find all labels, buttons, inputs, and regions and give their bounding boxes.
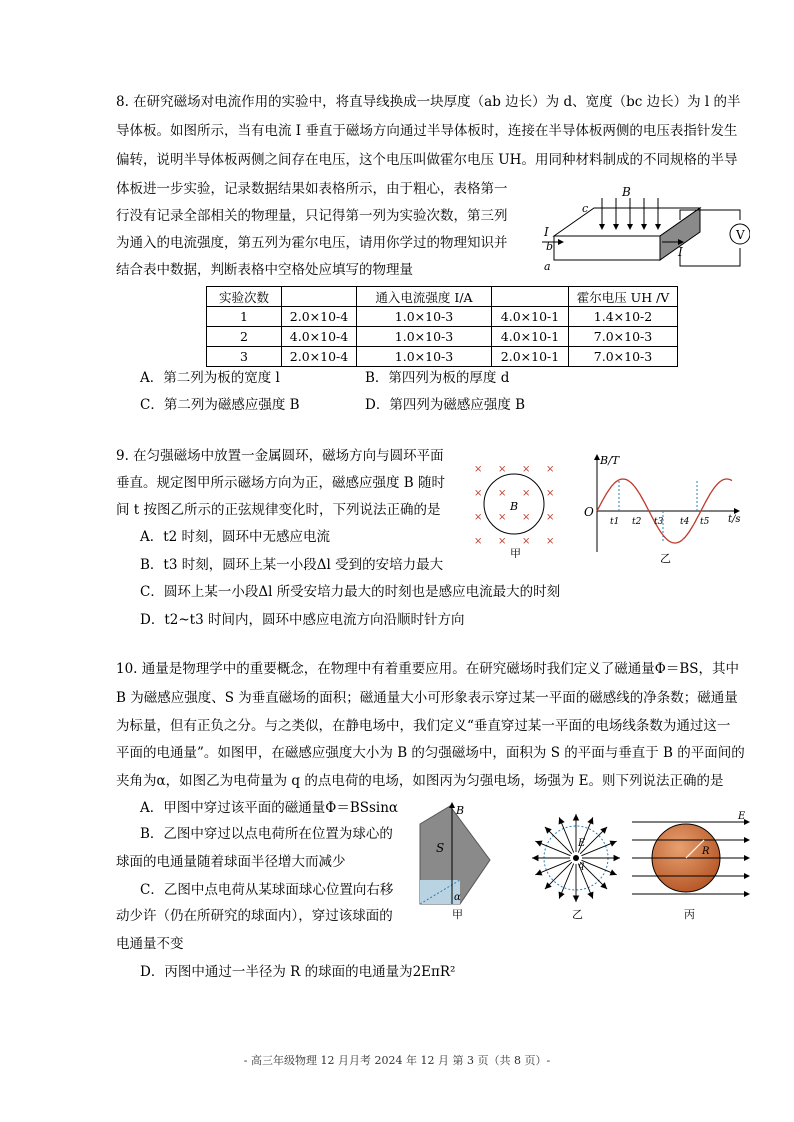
field-arrowhead [588,818,593,824]
q8-option-c[interactable]: C．第二列为磁感应强度 B [140,397,300,413]
field-arrowhead [559,892,564,898]
field-arrowhead [533,856,538,861]
field-arrowhead [588,892,593,898]
svg-text:×: × [522,464,531,475]
table-header-cell: 霍尔电压 UH /V [569,287,678,307]
q9-line-1: 9. 在匀强磁场中放置一金属圆环，磁场方向与圆环平面 [116,448,444,464]
q10-option-c-line-3: 电通量不变 [116,936,184,952]
q10-bing-E: E [738,811,746,822]
q9-line-3: 间 t 按图乙所示的正弦规律变化时，下列说法正确的是 [116,502,441,518]
table-header-cell: 通入电流强度 I/A [357,287,492,307]
svg-text:×: × [522,536,531,547]
table-cell: 2.0×10-4 [282,347,357,367]
q10-fig-jia [414,800,498,922]
table-cell: 2 [207,327,282,347]
q8-line-4: 体板进一步实验，记录数据结果如表格所示，由于粗心，表格第一 [116,181,508,197]
q9-tick-t1: t1 [610,517,620,527]
q10-option-d[interactable]: D．丙图中通过一半径为 R 的球面的电通量为2EπR² [140,964,456,980]
q8-label-B: B [622,185,631,199]
q9-tick-t5: t5 [700,517,710,527]
q10-bing-R: R [702,846,710,857]
table-row [207,327,678,347]
q10-yi-E: E [578,838,586,849]
q10-option-b-line-2: 球面的电通量随着球面半径增大而减少 [116,854,346,870]
q9-tick-t2: t2 [632,517,642,527]
q9-ring-figure [466,458,570,558]
table-cell: 1.0×10-3 [357,347,492,367]
field-arrowhead [536,870,542,875]
table-header-cell: 实验次数 [207,287,282,307]
table-cell: 1.0×10-3 [357,307,492,327]
table-cell: 7.0×10-3 [569,347,678,367]
table-cell: 2.0×10-1 [492,347,569,367]
q10-line-1: 10. 通量是物理学中的重要概念，在物理中有着重要应用。在研究磁场时我们定义了磁通量Φ＝BS，其中 [116,661,739,677]
q8-data-table [206,286,678,367]
q9-origin-label: O [584,505,594,519]
q9-line-2: 垂直。规定图甲所示磁场方向为正，磁感应强度 B 随时 [116,475,446,491]
q10-fig-yi-caption: 乙 [572,908,583,921]
q8-label-c: c [582,202,589,215]
q8-hall-plate-figure [540,184,750,274]
table-cell: 2.0×10-4 [282,307,357,327]
q10-option-a[interactable]: A．甲图中穿过该平面的磁通量Φ＝BSsinα [140,800,399,816]
svg-text:×: × [498,536,507,547]
svg-text:×: × [546,512,555,523]
q8-line-5: 行没有记录全部相关的物理量，只记得第一列为实验次数，第三列 [116,208,508,224]
field-arrowhead [610,870,616,875]
table-cell: 4.0×10-1 [492,307,569,327]
table-row [207,347,678,367]
q9-fig-yi-caption: 乙 [660,552,671,565]
field-arrowhead [610,841,616,846]
q9-ring-B-label: B [510,500,519,513]
q9-fig-jia-caption: 甲 [510,547,521,558]
table-cell: 7.0×10-3 [569,327,678,347]
svg-text:×: × [474,536,483,547]
table-cell: 1 [207,307,282,327]
q9-x-label: t/s [728,514,741,525]
q10-fig-bing-caption: 丙 [684,908,695,921]
q8-option-d[interactable]: D．第四列为磁感应强度 B [365,397,526,413]
q10-jia-S: S [436,841,445,855]
q8-option-b[interactable]: B．第四列为板的厚度 d [365,370,510,386]
q9-tick-t4: t4 [680,517,690,527]
field-arrowhead [559,818,564,824]
svg-text:×: × [522,488,531,499]
svg-text:×: × [522,512,531,523]
table-cell: 1.0×10-3 [357,327,492,347]
table-cell: 4.0×10-1 [492,327,569,347]
q10-fig-jia-caption: 甲 [452,908,463,921]
q10-fig-bing [628,810,754,922]
q8-label-I-right: I [678,245,683,259]
table-header-row [207,287,678,307]
q10-option-c-line-2: 动少许（仍在所研究的球面内），穿过该球面的 [116,908,393,924]
svg-text:×: × [546,536,555,547]
q9-option-a[interactable]: A．t2 时刻，圆环中无感应电流 [140,529,331,545]
field-arrowhead [614,856,619,861]
q10-yi-q: q [578,860,585,871]
q8-line-2: 导体板。如图所示，当有电流 I 垂直于磁场方向通过半导体板时，连接在半导体板两侧的电压表指针发生 [116,123,738,139]
table-cell: 4.0×10-4 [282,327,357,347]
table-cell: 3 [207,347,282,367]
q9-option-c[interactable]: C．圆环上某一小段Δl 所受安培力最大的时刻也是感应电流最大的时刻 [140,584,561,600]
q8-voltmeter-label: V [736,228,745,242]
page-footer: - 高三年级物理 12 月月考 2024 年 12 月 第 3 页（共 8 页）- [243,1054,551,1067]
q10-line-5: 夹角为α，如图乙为电荷量为 q 的点电荷的电场，如图丙为匀强电场，场强为 E。则下列说法正确的是 [116,773,724,789]
q8-line-1: 8. 在研究磁场对电流作用的实验中，将直导线换成一块厚度（ab 边长）为 d、宽度（bc 边长）为 l 的半 [116,94,741,110]
q9-option-b[interactable]: B．t3 时刻，圆环上某一小段Δl 受到的安培力最大 [140,557,444,573]
q9-tick-t3: t3 [654,517,664,527]
table-row [207,307,678,327]
q10-option-b-line-1[interactable]: B．乙图中穿过以点电荷所在位置为球心的 [140,826,393,842]
q10-line-3: 为标量，但有正负之分。与之类似，在静电场中，我们定义“垂直穿过某一平面的电场线条数为通过这一 [116,718,731,734]
q8-line-7: 结合表中数据，判断表格中空格处应填写的物理量 [116,262,413,278]
q9-sine-figure [582,452,744,567]
q8-label-I-left: I [544,225,549,239]
q10-line-4: 平面的电通量”。如图甲，在磁感应强度大小为 B 的匀强磁场中，面积为 S 的平面与垂直于 B 的平面间的 [116,745,745,761]
field-arrowhead [574,815,579,820]
q10-fig-yi [530,810,626,922]
q10-option-c-line-1[interactable]: C．乙图中点电荷从某球面球心位置向右移 [140,882,394,898]
q8-label-b: b [546,240,554,253]
svg-text:×: × [498,512,507,523]
q8-line-3: 偏转，说明半导体板两侧之间存在电压，这个电压叫做霍尔电压 UH。用同种材料制成的不同规格的半导 [116,152,738,168]
field-arrowhead [574,896,579,901]
svg-text:×: × [498,464,507,475]
q8-line-6: 为通入的电流强度，第五列为霍尔电压，请用你学过的物理知识并 [116,235,508,251]
table-cell: 1.4×10-2 [569,307,678,327]
q10-jia-alpha: α [454,892,461,903]
q9-y-label: B/T [600,454,620,467]
q10-jia-B: B [456,804,465,817]
svg-text:×: × [498,488,507,499]
field-arrowhead [536,841,542,846]
svg-text:×: × [474,488,483,499]
q9-option-d[interactable]: D．t2~t3 时间内，圆环中感应电流方向沿顺时针方向 [140,612,465,628]
svg-text:×: × [546,464,555,475]
q10-line-2: B 为磁感应强度、S 为垂直磁场的面积；磁通量大小可形象表示穿过某一平面的磁感线的净条数；磁通量 [116,690,738,706]
q8-option-a[interactable]: A．第二列为板的宽度 l [140,370,280,386]
q8-label-a: a [544,260,551,273]
svg-text:×: × [474,464,483,475]
table-header-cell [282,287,357,307]
table-header-cell [492,287,569,307]
svg-text:×: × [546,488,555,499]
svg-text:×: × [474,512,483,523]
